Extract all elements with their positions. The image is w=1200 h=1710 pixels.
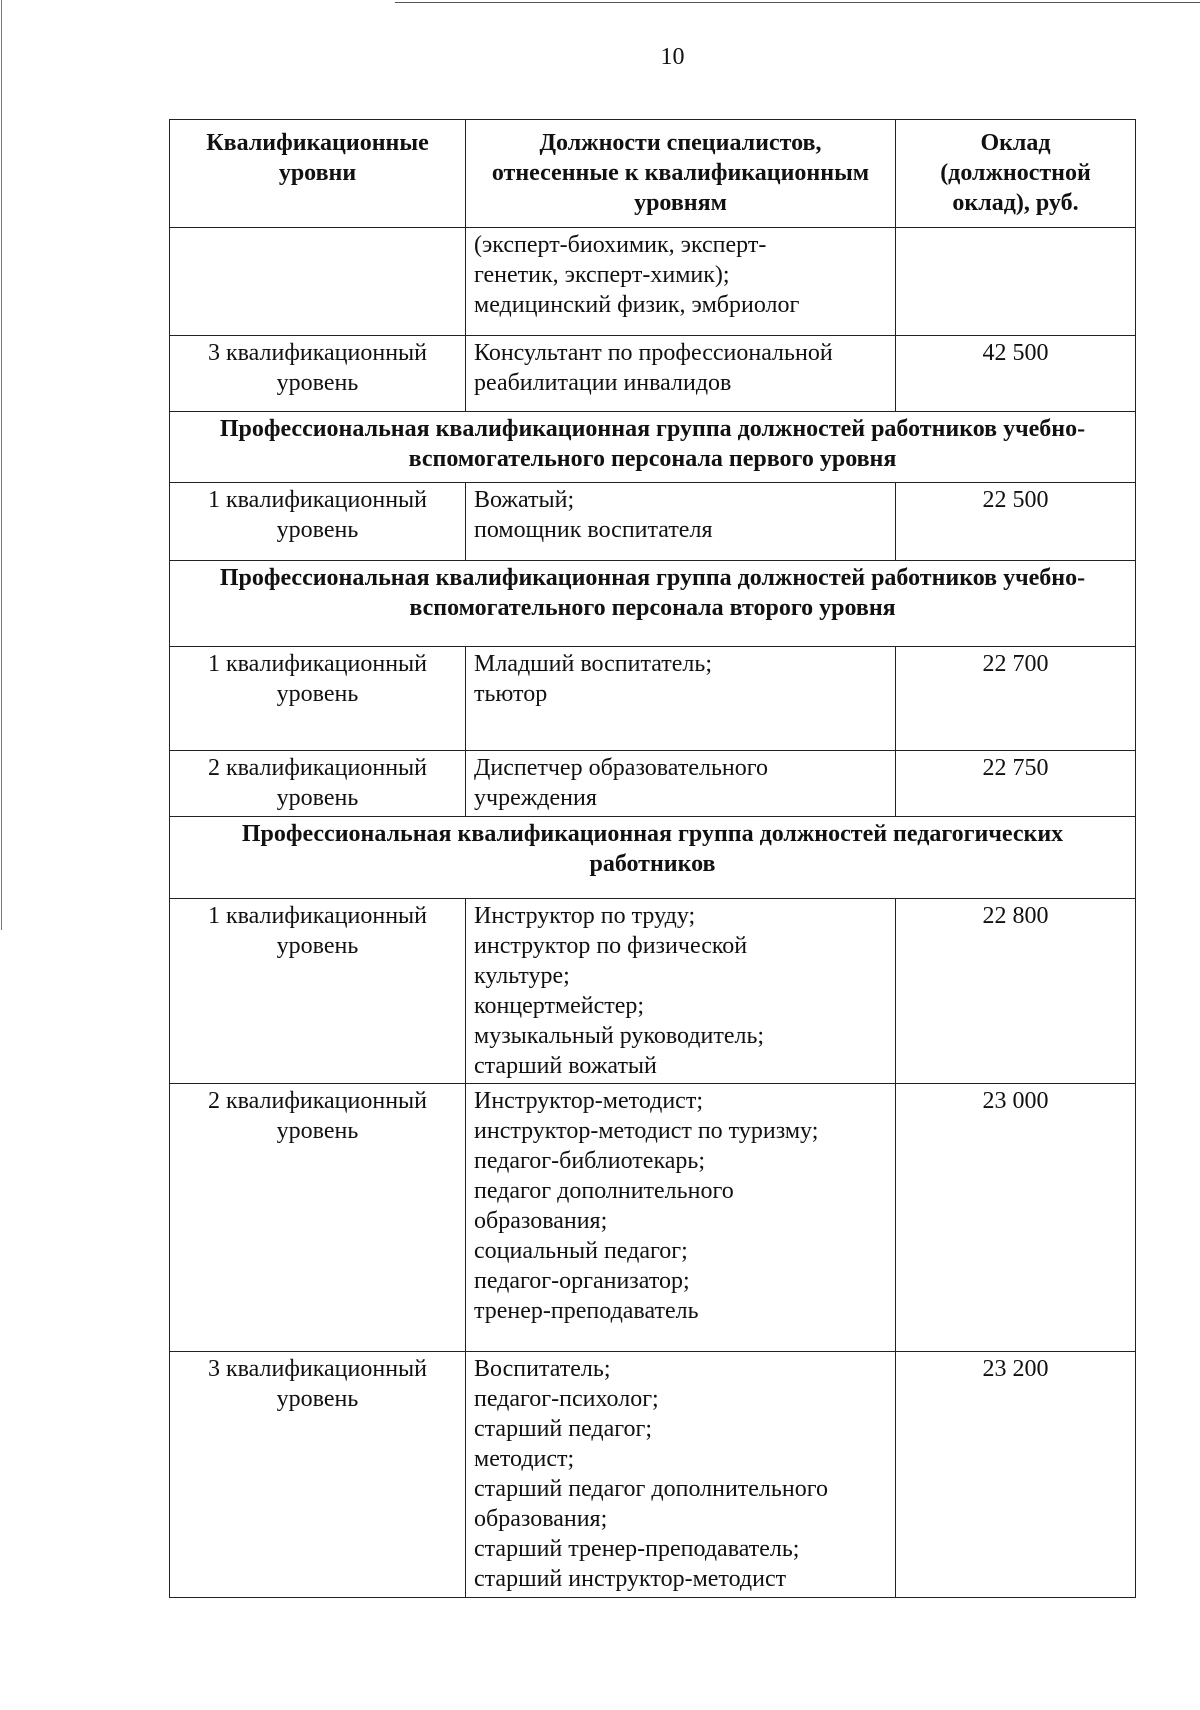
page-number: 10 bbox=[660, 44, 685, 70]
positions-cell: Инструктор по труду; инструктор по физической культуре; концертмейстер; музыкальный руководитель; старший вожатый bbox=[466, 899, 896, 1084]
level-cell: 1 квалификационный уровень bbox=[170, 647, 466, 751]
table-row bbox=[170, 899, 1136, 1084]
table-row bbox=[170, 647, 1136, 751]
header-levels: Квалификационные уровни bbox=[170, 120, 466, 228]
group-title: Профессиональная квалификационная группа должностей работников учебно-вспомогательного персонала первого уровня bbox=[170, 412, 1136, 483]
table-row bbox=[170, 751, 1136, 817]
positions-cell: (эксперт-биохимик, эксперт- генетик, эксперт-химик); медицинский физик, эмбриолог bbox=[466, 228, 896, 336]
table-header-row bbox=[170, 120, 1136, 228]
salary-cell: 23 000 bbox=[896, 1084, 1136, 1352]
salary-table bbox=[169, 119, 1136, 1598]
scan-edge-left bbox=[1, 0, 2, 930]
level-cell: 1 квалификационный уровень bbox=[170, 483, 466, 561]
positions-cell: Диспетчер образовательного учреждения bbox=[466, 751, 896, 817]
positions-cell: Младший воспитатель; тьютор bbox=[466, 647, 896, 751]
table-row bbox=[170, 1352, 1136, 1598]
table-row bbox=[170, 1084, 1136, 1352]
table-row bbox=[170, 483, 1136, 561]
group-title: Профессиональная квалификационная группа должностей педагогических работников bbox=[170, 817, 1136, 899]
table-row bbox=[170, 228, 1136, 336]
level-cell bbox=[170, 228, 466, 336]
header-salary: Оклад (должностной оклад), руб. bbox=[896, 120, 1136, 228]
salary-cell: 23 200 bbox=[896, 1352, 1136, 1598]
positions-cell: Консультант по профессиональной реабилитации инвалидов bbox=[466, 336, 896, 412]
positions-cell: Вожатый; помощник воспитателя bbox=[466, 483, 896, 561]
positions-cell: Инструктор-методист; инструктор-методист по туризму; педагог-библиотекарь; педагог дополнительного образования; социальный педагог; педагог-организатор; тренер-преподаватель bbox=[466, 1084, 896, 1352]
level-cell: 3 квалификационный уровень bbox=[170, 336, 466, 412]
group-title: Профессиональная квалификационная группа должностей работников учебно-вспомогательного персонала второго уровня bbox=[170, 561, 1136, 647]
positions-cell: Воспитатель; педагог-психолог; старший педагог; методист; старший педагог дополнительного образования; старший тренер-преподаватель; старший инструктор-методист bbox=[466, 1352, 896, 1598]
header-positions: Должности специалистов, отнесенные к квалификационным уровням bbox=[466, 120, 896, 228]
salary-cell: 22 750 bbox=[896, 751, 1136, 817]
level-cell: 1 квалификационный уровень bbox=[170, 899, 466, 1084]
salary-cell: 22 500 bbox=[896, 483, 1136, 561]
level-cell: 3 квалификационный уровень bbox=[170, 1352, 466, 1598]
group-title-row bbox=[170, 561, 1136, 647]
salary-cell: 22 800 bbox=[896, 899, 1136, 1084]
group-title-row bbox=[170, 412, 1136, 483]
salary-cell: 42 500 bbox=[896, 336, 1136, 412]
level-cell: 2 квалификационный уровень bbox=[170, 1084, 466, 1352]
salary-cell: 22 700 bbox=[896, 647, 1136, 751]
scan-edge-top bbox=[395, 2, 1200, 3]
group-title-row bbox=[170, 817, 1136, 899]
salary-cell bbox=[896, 228, 1136, 336]
level-cell: 2 квалификационный уровень bbox=[170, 751, 466, 817]
table-row bbox=[170, 336, 1136, 412]
